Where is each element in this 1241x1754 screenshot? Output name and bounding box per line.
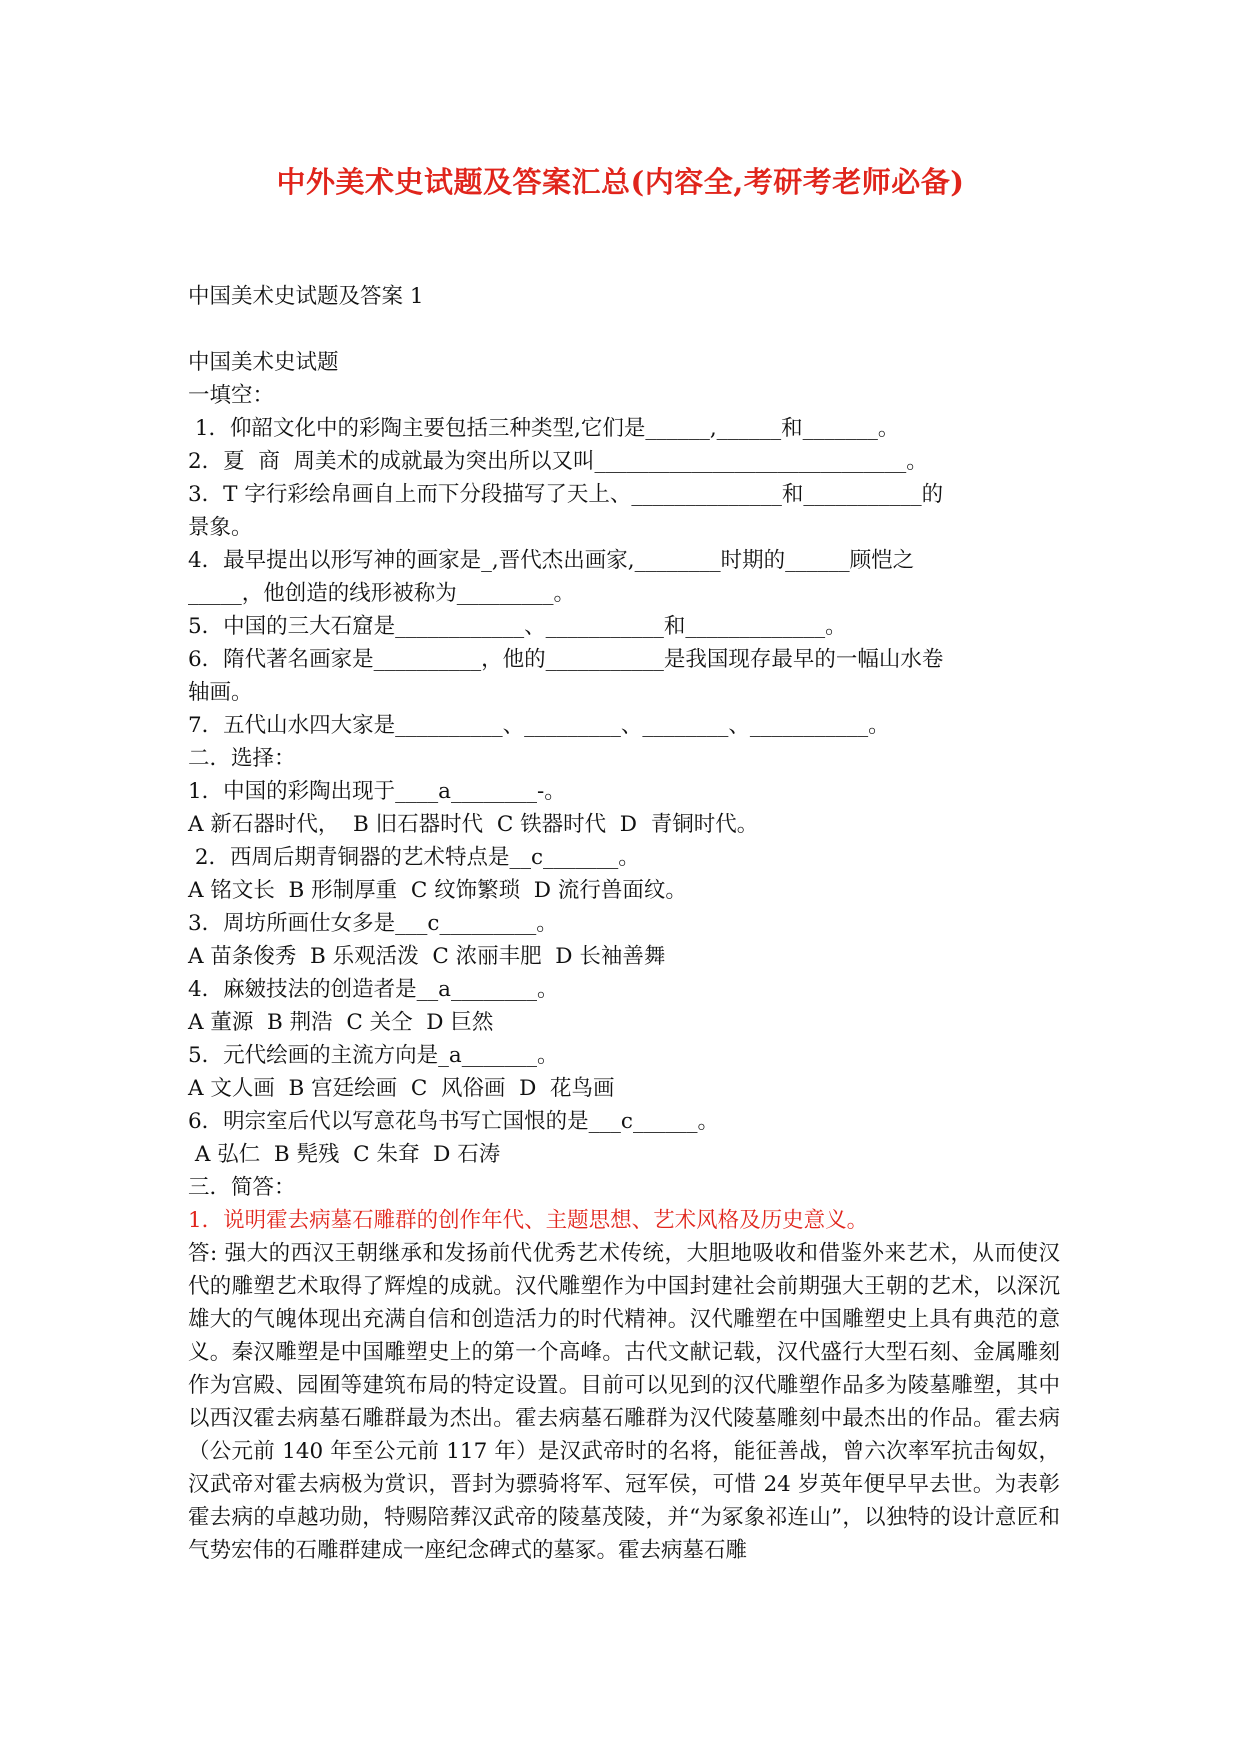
- fill-in-line: 景象。: [188, 515, 253, 540]
- fill-in-line: 3．T 字行彩绘帛画自上而下分段描写了天上、______________和___________的: [188, 482, 944, 507]
- choice-line: 4．麻皴技法的创造者是__a________。: [188, 977, 559, 1002]
- fill-in-questions: [188, 412, 1060, 742]
- fill-in-line: 2．夏 商 周美术的成就最为突出所以又叫_____________________________。: [188, 449, 928, 474]
- fill-in-line: 轴画。: [188, 680, 253, 705]
- document-title: 中外美术史试题及答案汇总(内容全,考研考老师必备): [276, 165, 965, 199]
- section-heading: 中国美术史试题: [188, 350, 339, 375]
- fill-in-line: 7．五代山水四大家是__________、_________、________、___________。: [188, 713, 890, 738]
- choice-heading: 二．选择：: [188, 746, 296, 771]
- fill-in-line: 1．仰韶文化中的彩陶主要包括三种类型,它们是______,______和_______。: [188, 416, 900, 441]
- fill-in-line: 6．隋代著名画家是__________，他的___________是我国现存最早的一幅山水卷: [188, 647, 944, 672]
- fill-in-line: _____，他创造的线形被称为_________。: [188, 581, 576, 606]
- fill-in-line: 4．最早提出以形写神的画家是_,晋代杰出画家,________时期的______顾恺之: [188, 548, 915, 573]
- choice-line: 2．西周后期青铜器的艺术特点是__c_______。: [188, 845, 640, 870]
- spacer: [188, 313, 1060, 346]
- choice-line: 6．明宗室后代以写意花鸟书写亡国恨的是___c______。: [188, 1109, 719, 1134]
- document-subtitle: 中国美术史试题及答案 1: [188, 284, 424, 309]
- choice-line: 5．元代绘画的主流方向是_a_______。: [188, 1043, 559, 1068]
- short-answer-question: 1．说明霍去病墓石雕群的创作年代、主题思想、艺术风格及历史意义。: [188, 1208, 869, 1233]
- choice-line: A 新石器时代， B 旧石器时代 C 铁器时代 D 青铜时代。: [188, 812, 759, 837]
- fill-in-line: 5．中国的三大石窟是____________、___________和_____________。: [188, 614, 847, 639]
- choice-line: A 董源 B 荆浩 C 关仝 D 巨然: [188, 1010, 494, 1035]
- choice-line: A 文人画 B 宫廷绘画 C 风俗画 D 花鸟画: [188, 1076, 615, 1101]
- choice-line: 3．周坊所画仕女多是___c_________。: [188, 911, 558, 936]
- document-body: [188, 280, 1060, 1567]
- choice-line: A 弘仁 B 髡残 C 朱耷 D 石涛: [188, 1142, 501, 1167]
- choice-line: A 苗条俊秀 B 乐观活泼 C 浓丽丰肥 D 长袖善舞: [188, 944, 666, 969]
- choice-questions: [188, 775, 1060, 1171]
- answer-paragraph: 答: 强大的西汉王朝继承和发扬前代优秀艺术传统，大胆地吸收和借鉴外来艺术，从而使汉代的雕塑艺术取得了辉煌的成就。汉代雕塑作为中国封建社会前期强大王朝的艺术，以深沉雄大的气魄体现出充满自信和创造活力的时代精神。汉代雕塑在中国雕塑史上具有典范的意义。秦汉雕塑是中国雕塑史上的第一个高峰。古代文献记载，汉代盛行大型石刻、金属雕刻作为宫殿、园囿等建筑布局的特定设置。目前可以见到的汉代雕塑作品多为陵墓雕塑，其中以西汉霍去病墓石雕群最为杰出。霍去病墓石雕群为汉代陵墓雕刻中最杰出的作品。霍去病（公元前 140 年至公元前 117 年）是汉武帝时的名将，能征善战，曾六次率军抗击匈奴， 汉武帝对霍去病极为赏识，晋封为骠骑将军、冠军侯，可惜 24 岁英年便早早去世。为表彰霍去病的卓越功勋，特赐陪葬汉武帝的陵墓茂陵，并“为冢象祁连山”，以独特的设计意匠和气势宏伟的石雕群建成一座纪念碑式的墓冢。霍去病墓石雕: [188, 1241, 1060, 1563]
- fill-in-heading: 一填空：: [188, 383, 275, 408]
- choice-line: 1．中国的彩陶出现于____a________-。: [188, 779, 566, 804]
- short-answer-heading: 三．简答：: [188, 1175, 296, 1200]
- choice-line: A 铭文长 B 形制厚重 C 纹饰繁琐 D 流行兽面纹。: [188, 878, 687, 903]
